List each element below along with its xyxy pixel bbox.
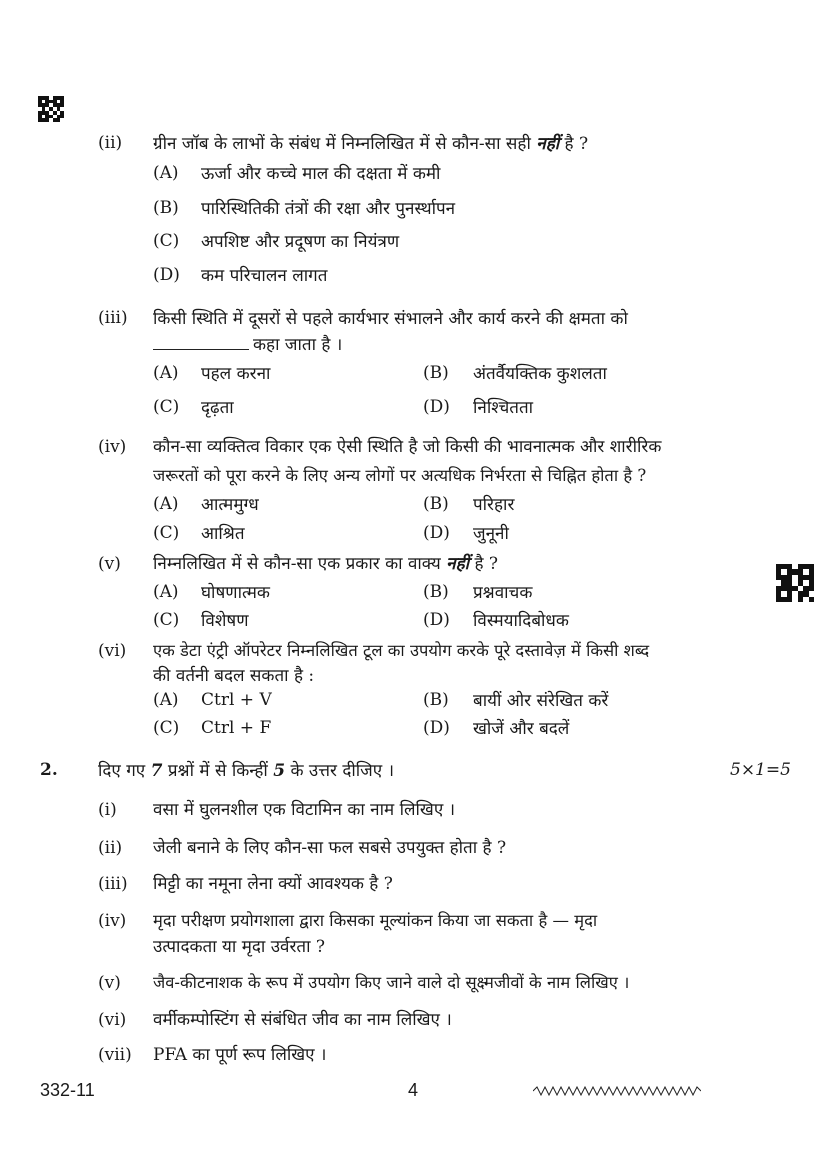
question-number: (iv) bbox=[98, 437, 127, 457]
sub-question-number: (vii) bbox=[98, 1045, 132, 1065]
sub-question-number: (vi) bbox=[98, 1010, 127, 1030]
option-text: जुनूनी bbox=[473, 524, 509, 544]
option-text: पहल करना bbox=[201, 364, 271, 384]
question-number: (iii) bbox=[98, 308, 128, 328]
option-text: अपशिष्ट और प्रदूषण का नियंत्रण bbox=[201, 232, 400, 252]
option-text: निश्चितता bbox=[473, 398, 534, 418]
option-text: ऊर्जा और कच्चे माल की दक्षता में कमी bbox=[201, 164, 441, 184]
option-text: प्रश्नवाचक bbox=[473, 583, 533, 603]
instruction-part: के उत्तर दीजिए । bbox=[290, 761, 395, 781]
question-2-instruction bbox=[98, 758, 394, 781]
option-label: (B) bbox=[153, 198, 179, 218]
option-label: (A) bbox=[153, 494, 179, 514]
option-label: (D) bbox=[423, 523, 450, 543]
question-text-line2: जरूरतों को पूरा करने के लिए अन्य लोगों पर अत्यधिक निर्भरता से चिह्नित होता है ? bbox=[153, 466, 647, 485]
option-label: (D) bbox=[423, 718, 450, 738]
option-label: (D) bbox=[423, 610, 450, 630]
option-text: Ctrl + F bbox=[201, 718, 272, 738]
option-text: बायीं ओर संरेखित करें bbox=[473, 691, 609, 711]
option-text: आश्रित bbox=[201, 524, 245, 544]
question-text: कौन-सा व्यक्तित्व विकार एक ऐसी स्थिति है जो किसी की भावनात्मक और शारीरिक bbox=[153, 437, 662, 457]
option-label: (B) bbox=[423, 494, 449, 514]
sub-question-text: जेली बनाने के लिए कौन-सा फल सबसे उपयुक्त होता है ? bbox=[153, 838, 507, 858]
option-label: (C) bbox=[153, 718, 180, 738]
sub-question-number: (ii) bbox=[98, 838, 123, 858]
question-text-part: है ? bbox=[474, 554, 498, 574]
option-text: खोजें और बदलें bbox=[473, 719, 570, 739]
sub-question-number: (v) bbox=[98, 973, 121, 993]
option-label: (C) bbox=[153, 610, 180, 630]
instruction-number: 5 bbox=[273, 761, 286, 781]
sub-question-text: जैव-कीटनाशक के रूप में उपयोग किए जाने वाले दो सूक्ष्मजीवों के नाम लिखिए । bbox=[153, 973, 630, 992]
question-text-part: कहा जाता है । bbox=[253, 335, 343, 355]
sub-question-text: वसा में घुलनशील एक विटामिन का नाम लिखिए । bbox=[153, 800, 456, 820]
sub-question-text: मिट्टी का नमूना लेना क्यों आवश्यक है ? bbox=[153, 874, 393, 894]
page-number: 4 bbox=[408, 1080, 419, 1100]
option-text: पारिस्थितिकी तंत्रों की रक्षा और पुनर्स्थापन bbox=[201, 199, 456, 219]
option-label: (B) bbox=[423, 690, 449, 710]
option-text: परिहार bbox=[473, 495, 515, 515]
question-text-part: निम्नलिखित में से कौन-सा एक प्रकार का वाक्य bbox=[153, 554, 441, 574]
option-text: Ctrl + V bbox=[201, 690, 272, 710]
qr-code-right bbox=[776, 564, 814, 602]
sub-question-text: मृदा परीक्षण प्रयोगशाला द्वारा किसका मूल्यांकन किया जा सकता है — मृदा bbox=[153, 911, 598, 930]
question-text bbox=[153, 131, 588, 154]
paper-code: 332-11 bbox=[40, 1080, 95, 1100]
sub-question-text-line2: उत्पादकता या मृदा उर्वरता ? bbox=[153, 937, 326, 957]
option-label: (D) bbox=[153, 265, 180, 285]
option-text: आत्ममुग्ध bbox=[201, 495, 259, 515]
question-text: एक डेटा एंट्री ऑपरेटर निम्नलिखित टूल का उपयोग करके पूरे दस्तावेज़ में किसी शब्द bbox=[153, 641, 650, 660]
question-text-line2 bbox=[153, 332, 342, 355]
instruction-part: दिए गए bbox=[98, 761, 146, 781]
instruction-number: 7 bbox=[150, 761, 163, 781]
question-text: किसी स्थिति में दूसरों से पहले कार्यभार संभालने और कार्य करने की क्षमता को bbox=[153, 309, 628, 329]
emphasis-negation: नहीं bbox=[536, 134, 560, 154]
fill-in-blank bbox=[153, 335, 249, 350]
option-text: घोषणात्मक bbox=[201, 583, 270, 603]
option-text: दृढ़ता bbox=[201, 398, 234, 418]
option-text: विस्मयादिबोधक bbox=[473, 611, 569, 631]
question-text-part: है ? bbox=[564, 134, 589, 154]
option-label: (A) bbox=[153, 363, 179, 383]
sub-question-text: PFA का पूर्ण रूप लिखिए । bbox=[153, 1045, 327, 1065]
question-text-line2: की वर्तनी बदल सकता है : bbox=[153, 666, 315, 686]
signature-squiggle bbox=[533, 1086, 701, 1096]
question-number: (vi) bbox=[98, 641, 127, 661]
marks-allocation: 5×1=5 bbox=[730, 760, 791, 780]
option-label: (A) bbox=[153, 582, 179, 602]
question-2-number: 2. bbox=[40, 760, 58, 780]
question-text bbox=[153, 551, 498, 574]
option-label: (D) bbox=[423, 397, 450, 417]
option-text: विशेषण bbox=[201, 611, 249, 631]
option-label: (A) bbox=[153, 163, 179, 183]
question-text-part: ग्रीन जॉब के लाभों के संबंध में निम्नलिखित में से कौन-सा सही bbox=[153, 134, 531, 154]
sub-question-number: (i) bbox=[98, 800, 117, 820]
option-label: (A) bbox=[153, 690, 179, 710]
qr-code-top-left bbox=[38, 96, 64, 122]
option-label: (C) bbox=[153, 231, 180, 251]
option-label: (B) bbox=[423, 582, 449, 602]
emphasis-negation: नहीं bbox=[446, 554, 470, 574]
option-label: (C) bbox=[153, 523, 180, 543]
option-label: (B) bbox=[423, 363, 449, 383]
question-number: (ii) bbox=[98, 133, 123, 153]
sub-question-text: वर्मीकम्पोस्टिंग से संबंधित जीव का नाम लिखिए । bbox=[153, 1010, 452, 1030]
question-number: (v) bbox=[98, 554, 121, 574]
instruction-part: प्रश्नों में से किन्हीं bbox=[167, 761, 268, 781]
sub-question-number: (iii) bbox=[98, 874, 128, 894]
option-text: अंतर्वैयक्तिक कुशलता bbox=[473, 364, 607, 384]
sub-question-number: (iv) bbox=[98, 911, 127, 931]
option-label: (C) bbox=[153, 397, 180, 417]
option-text: कम परिचालन लागत bbox=[201, 266, 328, 286]
